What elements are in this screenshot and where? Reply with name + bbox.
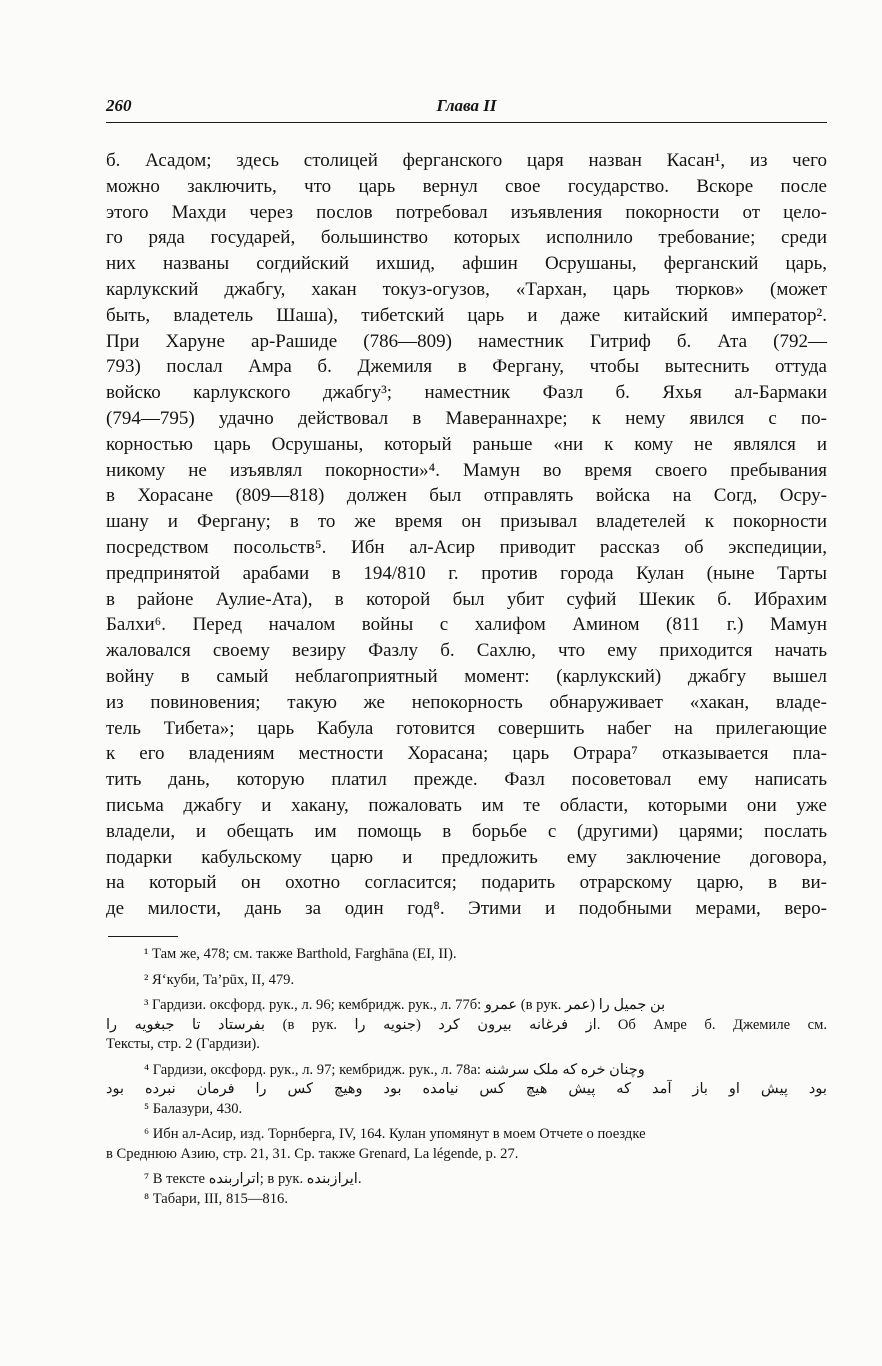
footnote-3-line-1: ³ Гардизи. оксфорд. рук., л. 96; кембридж. рук., л. 77б: عمرو (в рук. عمر) بن جمیل را — [144, 997, 666, 1013]
text-line: тить дань, которую платил прежде. Фазл посоветовал ему написать — [106, 769, 827, 791]
text-line: карлукский джабгу, хакан токуз-огузов, «Тархан, царь тюрков» (может — [106, 278, 827, 300]
text-line: в Хорасане (809—818) должен был отправлять войска на Согд, Осру- — [106, 485, 827, 507]
text-line: посредством посольств⁵. Ибн ал-Асир приводит рассказ об экспедиции, — [106, 536, 827, 558]
text-line: предпринятой арабами в 194/810 г. против города Кулан (ныне Тарты — [106, 562, 827, 584]
text-line: корностью царь Осрушаны, который раньше «ни к кому не являлся и — [106, 433, 827, 455]
text-line: войско карлукского джабгу³; наместник Фазл б. Яхья ал-Бармаки — [106, 382, 827, 404]
footnote-3-line-3: Тексты, стр. 2 (Гардизи). — [106, 1036, 260, 1052]
text-line: них названы согдийский ихшид, афшин Осрушаны, ферганский царь, — [106, 253, 827, 275]
footnote-2: ² Я‘куби, Ta’рūх, II, 479. — [144, 971, 295, 988]
text-line: При Харуне ар-Рашиде (786—809) наместник Гитриф б. Ата (792— — [106, 330, 827, 352]
running-header — [106, 96, 827, 123]
footnote-4-line-2: بود پیش او باز آمد که پیش هیچ کس نیامده بود وهیچ کس را فرمان نبرده بود — [106, 1081, 827, 1097]
text-line: письма джабгу и хакану, пожаловать им те области, которыми они уже — [106, 794, 827, 816]
text-line: к его владениям местности Хорасана; царь Отрара⁷ отказывается пла- — [106, 743, 827, 765]
footnote-7: ⁷ В тексте اتراربنده; в рук. ایرازبنده. — [144, 1171, 362, 1187]
text-line: шану и Фергану; в то же время он призывал владетелей к покорности — [106, 511, 827, 533]
footnote-1: ¹ Там же, 478; см. также Barthold, Farghāna (EI, II). — [144, 946, 457, 962]
text-line: жаловался своему везиру Фазлу б. Сахлю, что ему приходится начать — [106, 640, 827, 662]
text-line: из повиновения; такую же непокорность обнаруживает «хакан, владе- — [106, 691, 827, 713]
text-line: б. Асадом; здесь столицей ферганского царя назван Касан¹, из чего — [106, 150, 827, 171]
text-line: быть, владетель Шаша), тибетский царь и даже китайский император². — [106, 304, 827, 326]
text-line: войну в самый неблагоприятный момент: (карлукский) джабгу вышел — [106, 665, 827, 687]
footnotes — [106, 945, 827, 1209]
footnote-separator — [108, 936, 178, 937]
text-line: го ряда государей, большинство которых исполнило требование; среди — [106, 227, 827, 249]
footnote-6-line-1: ⁶ Ибн ал-Асир, изд. Торнберга, IV, 164. Кулан упомянут в моем Отчете о поездке — [144, 1126, 646, 1142]
text-line: (794—795) удачно действовал в Мавераннахре; к нему явился с по- — [106, 407, 827, 429]
footnote-5: ⁵ Балазури, 430. — [144, 1100, 243, 1117]
footnote-3-line-2: بفرستاد تا جبغویه را (в рук. جنویه را) از فرغانه بیرون کرد. Об Амре б. Джемиле см. — [106, 1016, 827, 1033]
page-number: 260 — [106, 96, 132, 115]
text-line: этого Махди через послов потребовал изъявления покорности от цело- — [106, 201, 827, 223]
text-line: можно заключить, что царь вернул свое государство. Вскоре после — [106, 175, 827, 197]
chapter-title: Глава II — [436, 96, 497, 115]
text-line: в районе Аулие-Ата), в которой был убит суфий Шекик б. Ибрахим — [106, 588, 827, 610]
text-line: подарки кабульскому царю и предложить ему заключение договора, — [106, 846, 827, 868]
text-line: владели, и обещать им помощь в борьбе с (другими) царями; послать — [106, 820, 827, 842]
text-line: де милости, дань за один год⁸. Этими и подобными мерами, веро- — [106, 898, 827, 920]
text-line: Балхи⁶. Перед началом войны с халифом Амином (811 г.) Мамун — [106, 614, 827, 636]
text-line: 793) послал Амра б. Джемиля в Фергану, чтобы вытеснить оттуда — [106, 356, 827, 378]
text-line: на который он охотно согласится; подарить отрарскому царю, в ви- — [106, 872, 827, 894]
footnote-4-line-1: ⁴ Гардизи, оксфорд. рук., л. 97; кембридж. рук., л. 78а: وچنان خره که ملک سرشنه — [144, 1061, 645, 1078]
footnote-6-line-2: в Среднюю Азию, стр. 21, 31. Ср. также Grenard, La légende, p. 27. — [106, 1145, 519, 1162]
main-text — [106, 148, 827, 922]
text-line: тель Тибета»; царь Кабула готовится совершить набег на прилегающие — [106, 717, 827, 739]
footnote-8: ⁸ Табари, III, 815—816. — [144, 1190, 288, 1207]
text-line: никому не изъявлял покорности»⁴. Мамун во время своего пребывания — [106, 459, 827, 481]
